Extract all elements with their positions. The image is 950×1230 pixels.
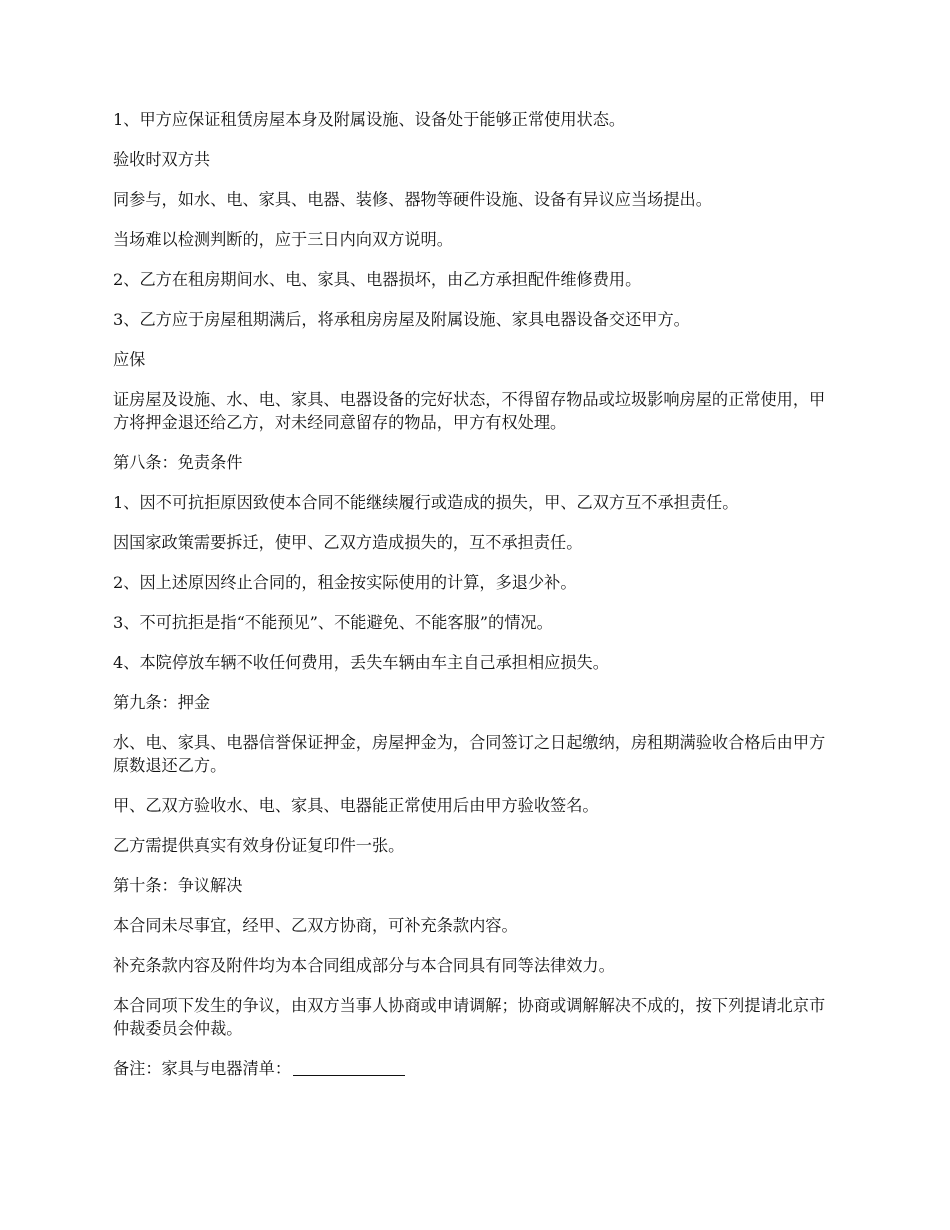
paragraph-deposit: 水、电、家具、电器信誉保证押金，房屋押金为，合同签订之日起缴纳，房租期满验收合格后由甲方原数退还乙方。 — [113, 733, 826, 775]
paragraph-guarantee-start: 应保 — [113, 350, 146, 369]
paragraph-three-days: 当场难以检测判断的，应于三日内向双方说明。 — [113, 230, 453, 249]
paragraph-arbitration: 本合同项下发生的争议，由双方当事人协商或申请调解；协商或调解解决不成的，按下列提请北京市仲裁委员会仲裁。 — [113, 996, 826, 1038]
paragraph-force-majeure-definition: 3、不可抗拒是指“不能预见”、不能避免、不能客服”的情况。 — [113, 613, 553, 632]
note-line — [113, 1057, 840, 1080]
paragraph-force-majeure: 1、因不可抗拒原因致使本合同不能继续履行或造成的损失，甲、乙双方互不承担责任。 — [113, 493, 739, 512]
heading-article-9: 第九条：押金 — [113, 693, 211, 712]
paragraph-id-copy: 乙方需提供真实有效身份证复印件一张。 — [113, 836, 405, 855]
paragraph-rent-settlement: 2、因上述原因终止合同的，租金按实际使用的计算，多退少补。 — [113, 573, 577, 592]
paragraph-clause-2-repair: 2、乙方在租房期间水、电、家具、电器损坏，由乙方承担配件维修费用。 — [113, 270, 642, 289]
heading-article-10: 第十条：争议解决 — [113, 876, 243, 895]
heading-article-8: 第八条：免责条件 — [113, 453, 243, 472]
contract-body — [113, 108, 840, 1097]
furniture-list-blank[interactable] — [293, 1059, 405, 1076]
paragraph-inspection-signature: 甲、乙双方验收水、电、家具、电器能正常使用后由甲方验收签名。 — [113, 796, 599, 815]
paragraph-legal-effect: 补充条款内容及附件均为本合同组成部分与本合同具有同等法律效力。 — [113, 956, 615, 975]
paragraph-inspection-start: 验收时双方共 — [113, 150, 211, 169]
paragraph-inspection-detail: 同参与，如水、电、家具、电器、装修、器物等硬件设施、设备有异议应当场提出。 — [113, 190, 712, 209]
paragraph-parking: 4、本院停放车辆不收任何费用，丢失车辆由车主自己承担相应损失。 — [113, 653, 609, 672]
note-label: 备注：家具与电器清单： — [113, 1059, 292, 1078]
paragraph-guarantee-detail: 证房屋及设施、水、电、家具、电器设备的完好状态，不得留存物品或垃圾影响房屋的正常使用，甲方将押金退还给乙方，对未经同意留存的物品，甲方有权处理。 — [113, 390, 826, 432]
paragraph-clause-1-facilities: 1、甲方应保证租赁房屋本身及附属设施、设备处于能够正常使用状态。 — [113, 110, 626, 129]
paragraph-demolition: 因国家政策需要拆迁，使甲、乙双方造成损失的，互不承担责任。 — [113, 533, 583, 552]
paragraph-supplementary-terms: 本合同未尽事宜，经甲、乙双方协商，可补充条款内容。 — [113, 916, 518, 935]
paragraph-clause-3-return: 3、乙方应于房屋租期满后，将承租房房屋及附属设施、家具电器设备交还甲方。 — [113, 310, 690, 329]
